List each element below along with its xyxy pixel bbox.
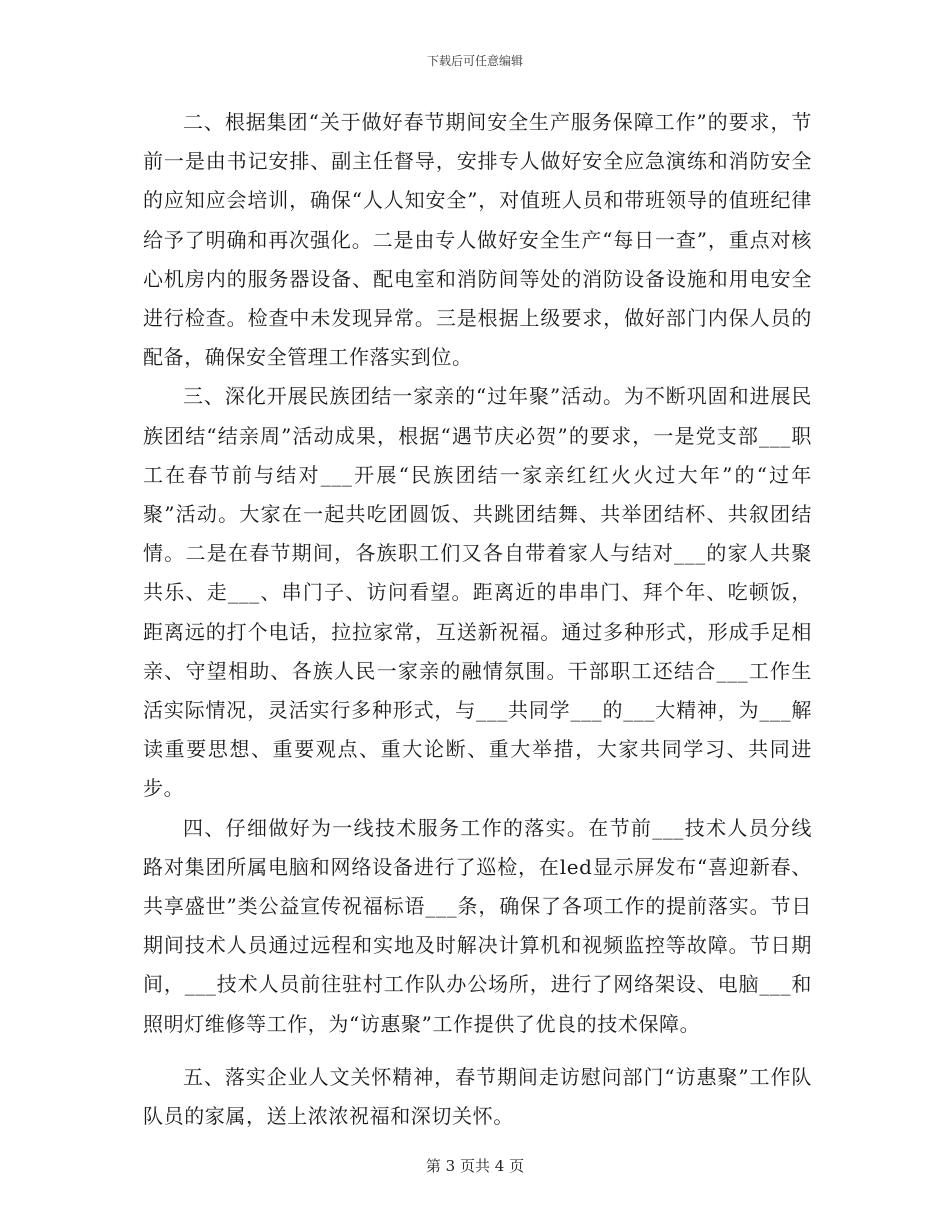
paragraph-security: 二、根据集团“关于做好春节期间安全生产服务保障工作”的要求，节前一是由书记安排、副主任督导，安排专人做好安全应急演练和消防安全的应知应会培训，确保“人人知安全”，对值班人员和带班领导的值班纪律给予了明确和再次强化。二是由专人做好安全生产“每日一查”，重点对核心机房内的服务器设备、配电室和消防间等处的消防设备设施和用电安全进行检查。检查中未发现异常。三是根据上级要求，做好部门内保人员的配备，确保安全管理工作落实到位。: [143, 110, 812, 370]
paragraph-ethnic-unity: 三、深化开展民族团结一家亲的“过年聚”活动。为不断巩固和进展民族团结“结亲周”活动成果，根据“遇节庆必贺”的要求，一是党支部___职工在春节前与结对___开展“民族团结一家亲红红火火过大年”的“过年聚”活动。大家在一起共吃团圆饭、共跳团结舞、共举团结杯、共叙团结情。二是在春节期间，各族职工们又各自带着家人与结对___的家人共聚共乐、走___、串门子、访问看望。距离近的串串门、拜个年、吃顿饭，距离远的打个电话，拉拉家常，互送新祝福。通过多种形式，形成手足相亲、守望相助、各族人民一家亲的融情氛围。干部职工还结合___工作生活实际情况，灵活实行多种形式，与___共同学___的___大精神，为___解读重要思想、重要观点、重大论断、重大举措，大家共同学习、共同进步。: [143, 384, 812, 801]
document-body: [143, 103, 812, 1136]
page-header: 下载后可任意编辑: [426, 54, 523, 68]
paragraph-humanistic-care: 五、落实企业人文关怀精神，春节期间走访慰问部门“访惠聚”工作队队员的家属，送上浓浓祝福和深切关怀。: [143, 1064, 812, 1129]
paragraph-tech-service: 四、仔细做好为一线技术服务工作的落实。在节前___技术人员分线路对集团所属电脑和网络设备进行了巡检，在led显示屏发布“喜迎新春、共享盛世”类公益宣传祝福标语___条，确保了各项工作的提前落实。节日期间技术人员通过远程和实地及时解决计算机和视频监控等故障。节日期间，___技术人员前往驻村工作队办公场所，进行了网络架设、电脑___和照明灯维修等工作，为“访惠聚”工作提供了优良的技术保障。: [143, 815, 812, 1036]
page-number: 第 3 页共 4 页: [425, 1157, 525, 1175]
